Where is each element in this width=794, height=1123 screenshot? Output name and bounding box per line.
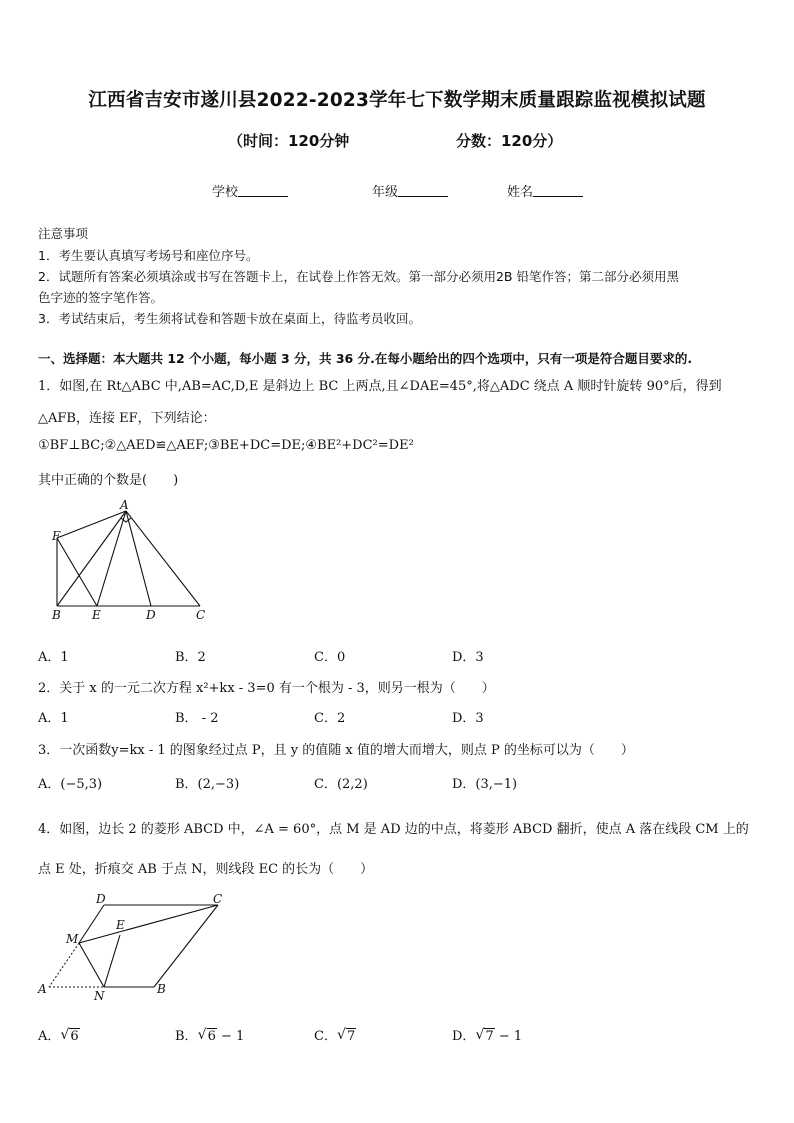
label-d: D bbox=[146, 608, 156, 622]
q4-option-a[interactable] bbox=[38, 1025, 80, 1044]
school-blank[interactable] bbox=[238, 184, 288, 197]
grade-blank[interactable] bbox=[398, 184, 448, 197]
option-suffix: − 1 bbox=[216, 1029, 245, 1044]
label-a: A bbox=[38, 982, 47, 996]
q3-option-b[interactable]: B．(2,−3) bbox=[175, 777, 240, 792]
sqrt-sign bbox=[198, 1029, 217, 1044]
section-heading: 一、选择题：本大题共 12 个小题，每小题 3 分，共 36 分.在每小题给出的四个选项中，只有一项是符合题目要求的. bbox=[38, 351, 693, 366]
option-suffix: − 1 bbox=[494, 1029, 523, 1044]
exam-time: （时间：120分钟 bbox=[228, 132, 350, 150]
notes-heading: 注意事项 bbox=[38, 226, 89, 241]
label-f: F bbox=[52, 529, 61, 543]
q1-option-d[interactable]: D．3 bbox=[452, 650, 484, 665]
q4-option-d[interactable] bbox=[452, 1025, 522, 1044]
label-c: C bbox=[213, 892, 223, 906]
q4-figure bbox=[34, 890, 234, 1002]
label-m: M bbox=[66, 932, 79, 946]
q4-text: 点 E 处，折痕交 AB 于点 N，则线段 EC 的长为（ ） bbox=[38, 862, 374, 877]
q1-conclusions: ①BF⊥BC;②△AED≌△AEF;③BE+DC=DE;④BE²+DC²=DE² bbox=[38, 438, 414, 453]
note-item: 色字迹的签字笔作答。 bbox=[38, 290, 164, 305]
q1-text: 1．如图,在 Rt△ABC 中,AB=AC,D,E 是斜边上 BC 上两点,且∠DAE=45°,将△ADC 绕点 A 顺时针旋转 90°后，得到 bbox=[38, 379, 722, 394]
school-label: 学校 bbox=[212, 185, 239, 200]
q3-option-a[interactable]: A．(−5,3) bbox=[38, 777, 103, 792]
sqrt-sign bbox=[60, 1029, 79, 1044]
radicand: 7 bbox=[346, 1029, 356, 1044]
q1-option-b[interactable]: B．2 bbox=[175, 650, 206, 665]
q2-option-c[interactable]: C．2 bbox=[314, 711, 346, 726]
note-item: 1．考生要认真填写考场号和座位序号。 bbox=[38, 248, 259, 263]
q3-option-d[interactable]: D．(3,−1) bbox=[452, 777, 518, 792]
page-title: 江西省吉安市遂川县2022-2023学年七下数学期末质量跟踪监视模拟试题 bbox=[88, 90, 706, 111]
grade-label: 年级 bbox=[372, 185, 399, 200]
q1-question: 其中正确的个数是( ) bbox=[38, 473, 179, 488]
option-prefix: C． bbox=[314, 1029, 337, 1044]
radicand: 6 bbox=[207, 1029, 216, 1044]
label-d: D bbox=[96, 892, 106, 906]
sqrt-sign bbox=[475, 1029, 494, 1044]
label-b: B bbox=[157, 982, 166, 996]
label-c: C bbox=[196, 608, 206, 622]
q1-option-a[interactable]: A．1 bbox=[38, 650, 69, 665]
q4-option-b[interactable] bbox=[175, 1025, 244, 1044]
q1-option-c[interactable]: C．0 bbox=[314, 650, 346, 665]
q3-text: 3．一次函数y=kx - 1 的图象经过点 P，且 y 的值随 x 值的增大而增大，则点 P 的坐标可以为（ ） bbox=[38, 743, 634, 758]
q4-option-c[interactable] bbox=[314, 1025, 356, 1044]
label-b: B bbox=[52, 608, 61, 622]
q2-option-a[interactable]: A．1 bbox=[38, 711, 69, 726]
option-prefix: A． bbox=[38, 1029, 61, 1044]
label-a: A bbox=[120, 498, 129, 512]
label-e: E bbox=[116, 918, 125, 932]
name-blank[interactable] bbox=[533, 184, 583, 197]
q2-text: 2．关于 x 的一元二次方程 x²+kx - 3=0 有一个根为 - 3，则另一根为（ ） bbox=[38, 681, 495, 696]
option-prefix: D． bbox=[452, 1029, 476, 1044]
name-field bbox=[507, 181, 583, 200]
radicand: 7 bbox=[485, 1029, 494, 1044]
note-item: 2．试题所有答案必须填涂或书写在答题卡上，在试卷上作答无效。第一部分必须用2B 铅笔作答；第二部分必须用黑 bbox=[38, 269, 679, 284]
label-n: N bbox=[94, 989, 105, 1002]
note-item: 3．考试结束后，考生须将试卷和答题卡放在桌面上，待监考员收回。 bbox=[38, 311, 421, 326]
name-label: 姓名 bbox=[507, 185, 534, 200]
q1-figure bbox=[40, 498, 220, 626]
exam-score: 分数：120分） bbox=[456, 132, 563, 150]
school-field bbox=[212, 181, 288, 200]
radicand: 6 bbox=[70, 1029, 79, 1044]
q4-text: 4．如图，边长 2 的菱形 ABCD 中，∠A = 60°，点 M 是 AD 边的中点，将菱形 ABCD 翻折，使点 A 落在线段 CM 上的 bbox=[38, 822, 749, 837]
label-e: E bbox=[92, 608, 101, 622]
q2-option-b[interactable]: B． - 2 bbox=[175, 711, 219, 726]
sqrt-sign bbox=[337, 1029, 356, 1044]
option-prefix: B． bbox=[175, 1029, 198, 1044]
q1-text: △AFB，连接 EF，下列结论： bbox=[38, 411, 216, 426]
grade-field bbox=[372, 181, 448, 200]
q3-option-c[interactable]: C．(2,2) bbox=[314, 777, 368, 792]
q2-option-d[interactable]: D．3 bbox=[452, 711, 484, 726]
